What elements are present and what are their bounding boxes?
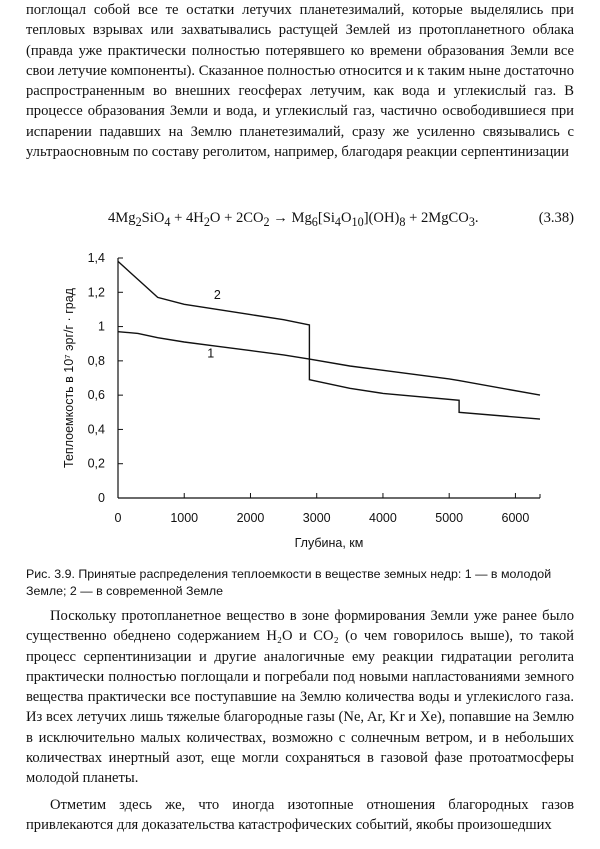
- paragraph-3: [26, 795, 574, 836]
- x-tick-label: 5000: [435, 511, 464, 525]
- heat-capacity-chart: [0, 240, 600, 565]
- y-axis-label: Теплоемкость в 10⁷ эрг/г · град: [62, 288, 76, 468]
- x-tick-label: 3000: [302, 511, 331, 525]
- y-tick-label: 1,4: [87, 251, 105, 265]
- y-tick-label: 0,6: [87, 388, 105, 403]
- y-tick-label: 0,2: [87, 456, 105, 471]
- series-line-2: [118, 261, 540, 419]
- top-paragraph-text: поглощал собой все те остатки летучих планетезималий, которые выделялись при тепловых взрывах или захватывались растущей Землей из протопланетного облака (правда уже практически полностью потерявшего ко времени образования Земли все свои летучие компоненты). Сказанное полностью относится и к таким ныне достаточно распространенным во внешних геосферах летучим, как вода и углекислый газ. В процессе образования Земли и вода, и углекислый газ, частично освободившиеся при испарении падавших на Землю планетезималий, сразу же усиленно связывались с ультраосновным по составу реголитом, например, благодаря реакции серпентинизации: [26, 2, 574, 161]
- figure-caption: Рис. 3.9. Принятые распределения теплоемкости в веществе земных недр: 1 — в молодой Земле; 2 — в современной Земле: [26, 567, 552, 598]
- plot-area: [62, 251, 540, 550]
- y-tick-label: 0: [98, 491, 105, 505]
- x-axis-label: Глубина, км: [294, 536, 364, 550]
- equation-number: (3.38): [538, 210, 574, 226]
- x-tick-label: 2000: [236, 511, 265, 525]
- x-tick-label: 4000: [369, 511, 397, 525]
- y-tick-label: 1: [98, 319, 105, 334]
- x-tick-label: 0: [114, 511, 122, 525]
- series-label-1: 1: [207, 346, 215, 361]
- equation-3-38: [26, 210, 574, 232]
- top-paragraph: [26, 0, 574, 162]
- serpentinization-formula: $4Mg_2SiO_4 + 4H_2O + 2CO_2 \to Mg_6[Si_4O_{10}](OH)_8$ + 2MgCO$_3$.: [108, 210, 479, 229]
- paragraph-3-text: Отметим здесь же, что иногда изотопные отношения благородных газов привлекаются для доказательства катастрофических событий, якобы произошедших: [26, 797, 574, 834]
- x-tick-label: 6000: [501, 511, 530, 525]
- series-label-2: 2: [213, 288, 221, 303]
- paragraph-2: [26, 606, 574, 789]
- x-tick-label: 1000: [170, 511, 199, 525]
- y-tick-label: 1,2: [87, 285, 105, 300]
- y-tick-label: 0,8: [87, 353, 105, 368]
- paragraph-2-text: Поскольку протопланетное вещество в зоне формирования Земли уже ранее было существенно обеднено содержанием H₂O и CO₂ (о чем говорилось выше), то такой процесс серпентинизации и другие аналогичные ему реакции гидратации реголита практически полностью поглощали и погребали под новыми напластованиями земного вещества практически все поступавшие на Землю количества воды и углекислого газа. Из всех летучих лишь тяжелые благородные газы (Ne, Ar, Kr и Xe), попавшие на Землю в исключительно малых количествах, возможно с солнечным ветром, и в небольших количествах инертный азот, еще могли сохраняться в газовой фазе протоатмосферы молодой планеты.: [26, 608, 574, 787]
- y-tick-label: 0,4: [87, 422, 105, 437]
- series-line-1: [118, 332, 540, 395]
